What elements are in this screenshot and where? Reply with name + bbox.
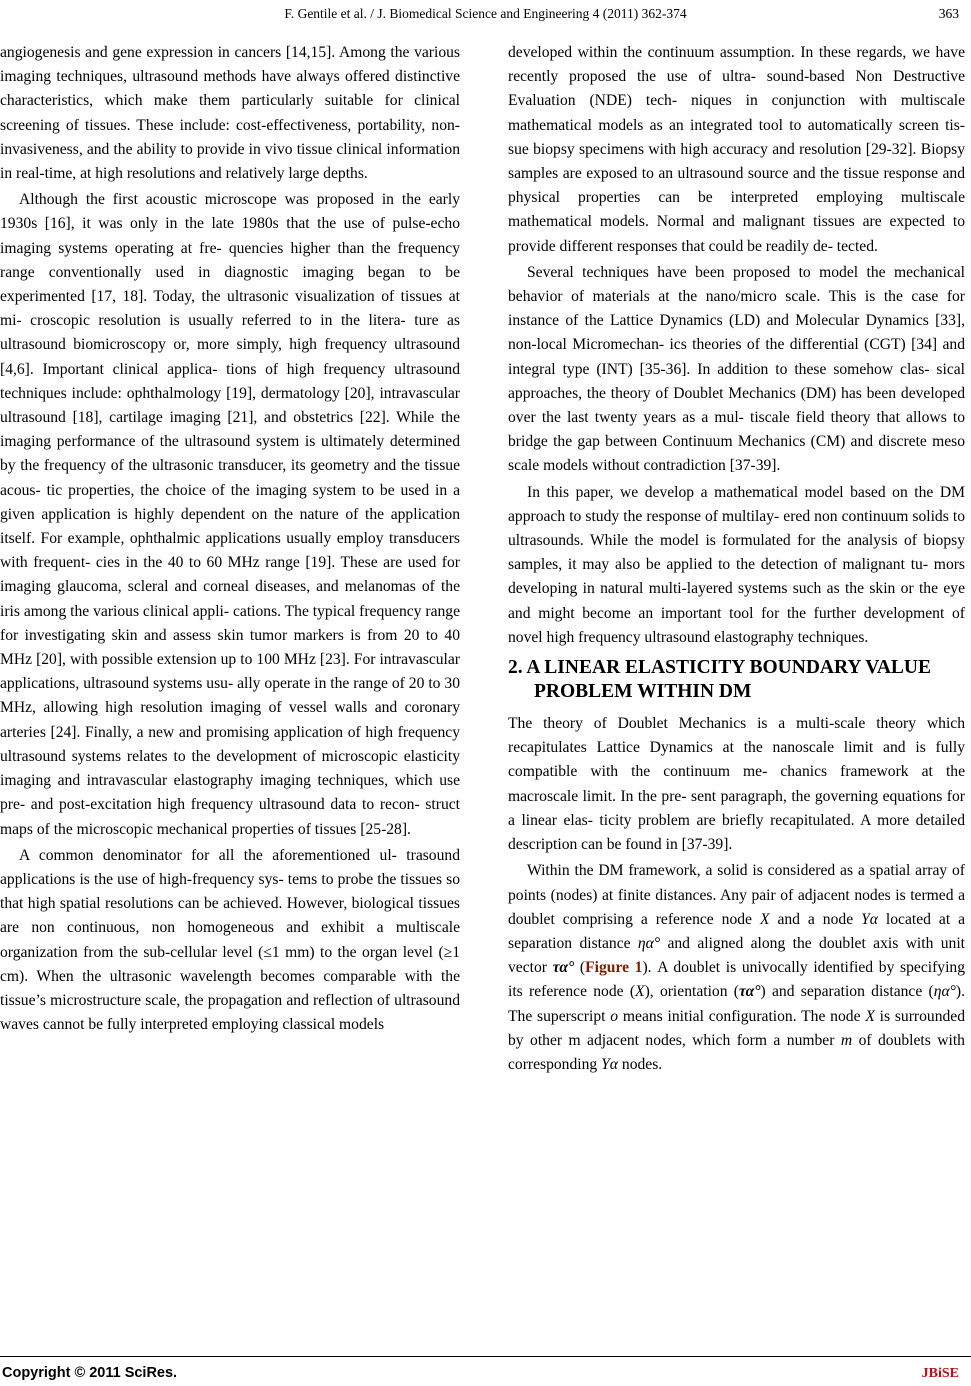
symbol-X: X (865, 1007, 875, 1025)
text-run: means initial configuration. The node (622, 1007, 861, 1025)
text-run: nodes. (621, 1055, 663, 1073)
text-run: and aligned along the doublet axis with unit vector (508, 934, 965, 977)
section-heading: 2. A LINEAR ELASTICITY BOUNDARY VALUE PROBLEM WITHIN DM (508, 657, 932, 703)
left-column (0, 41, 460, 1039)
text-run: ). A doublet is univocally identified by specifying its reference node ( (508, 959, 965, 1001)
paragraph: The theory of Doublet Mechanics is a multi-scale theory which recapitulates Lattice Dynamics at the nanoscale limit and is fully compatible with the continuum me- chanics framework at the macroscale limit. In the pre- sent paragraph, the governing equations for a linear elas- ticity problem are briefly recapitulated. A more detailed description can be found in [37-39]. (508, 715, 965, 854)
paragraph: A common denominator for all the aforementioned ul- trasound applications is the use of high-frequency sys- tems to probe the tissues so that high spatial resolutions can be achieved. However, biological tissues are non continuous, non homogeneous and exhibit a multiscale organization from the sub-cellular level (≤1 mm) to the organ level (≥1 cm). When the ultrasonic wavelength becomes comparable with the tissue’s microstructure scale, the propagation and reflection of ultrasound waves cannot be fully interpreted employing classical models (0, 846, 460, 1034)
text-run: Within the DM framework, a solid is considered as a spatial array of points (nodes) at finite distances. Any pair of adjacent nodes is termed a doublet comprising a reference node (508, 862, 965, 928)
paragraph: angiogenesis and gene expression in cancers [14,15]. Among the various imaging techniques, ultrasound methods have always offered distinctive characteristics, which make them particularly suitable for clinical screening of tissues. These include: cost-effectiveness, portability, non-invasiveness, and the ability to provide in vivo tissue clinical information in real-time, at high resolutions and relatively large depths. (0, 44, 460, 183)
page-header (0, 0, 971, 28)
symbol-X: X (635, 983, 645, 1001)
symbol-Y-alpha: Yα (861, 910, 878, 928)
running-title: F. Gentile et al. / J. Biomedical Science and Engineering 4 (2011) 362-374 (284, 6, 687, 21)
right-column (508, 41, 965, 1079)
paragraph (508, 859, 965, 1077)
text-run: and a node (777, 910, 854, 928)
text-run: ), orientation ( (644, 983, 739, 1001)
text-run: ( (579, 959, 586, 977)
copyright-notice: Copyright © 2011 SciRes. (2, 1365, 178, 1381)
symbol-eta: ηα° (637, 934, 661, 952)
symbol-X: X (759, 910, 770, 928)
symbol-Y-alpha: Yα (601, 1055, 618, 1073)
text-run: of doublets with corresponding (508, 1031, 965, 1073)
symbol-tau: τα° (738, 983, 761, 1001)
symbol-eta: ηα° (933, 983, 956, 1001)
paragraph: developed within the continuum assumption. In these regards, we have recently proposed the use of ultra- sound-based Non Destructive Evaluation (NDE) tech- niques in conjunction with multiscale mathematical models as an integrated tool to automatically screen tis- sue biopsy specimens with high accuracy and resolution [29-32]. Biopsy samples are exposed to an ultrasound source and the tissue response and physical properties can be interpreted employing multiscale mathematical models. Normal and malignant tissues are expected to provide different responses that could be readily de- tected. (508, 44, 965, 255)
figure-1-link[interactable]: Figure 1 (585, 959, 643, 977)
text-run: ). The superscript (508, 983, 965, 1025)
text-run: located at a separation distance (508, 910, 966, 952)
paragraph: Several techniques have been proposed to model the mechanical behavior of materials at the nano/micro scale. This is the case for instance of the Lattice Dynamics (LD) and Molecular Dynamics [33], non-local Micromechan- ics theories of the differential (CGT) [34] and integral type (INT) [35-36]. In addition to these somehow clas- sical approaches, the theory of Doublet Mechanics (DM) has been developed over the last twenty years as a mul- tiscale field theory that allows to bridge the gap between Continuum Mechanics (CM) and discrete meso scale models without contradiction [37-39]. (508, 263, 965, 475)
journal-abbrev: JBiSE (921, 1366, 959, 1381)
footer-divider (0, 1356, 971, 1357)
symbol-m: m (840, 1031, 853, 1049)
symbol-tau: τα° (552, 959, 575, 977)
paragraph: Although the first acoustic microscope was proposed in the early 1930s [16], it was only in the late 1980s that the use of pulse-echo imaging systems operating at fre- quencies higher than the frequency range conventionally used in diagnostic imaging began to be experimented [17, 18]. Today, the ultrasonic visualization of tissues at mi- croscopic resolution is usually referred to in the litera- ture as ultrasound biomicroscopy or, more simply, high frequency ultrasound [4,6]. Important clinical applica- tions of high frequency ultrasound techniques include: ophthalmology [19], dermatology [20], intravascular ultrasound [18], cartilage imaging [21], and obstetrics [22]. While the imaging performance of the ultrasound system is ultimately determined by the frequency of the ultrasonic transducer, its geometry and the tissue acous- tic properties, the choice of the imaging system to be used in a given application is highly dependent on the nature of the application itself. For example, ophthalmic applications usually employ transducers with frequent- cies in the 40 to 60 MHz range [19]. These are used for imaging glaucoma, scleral and corneal diseases, and melanomas of the iris among the various clinical appli- cations. The typical frequency range for investigating skin and assess skin tumor markers is from 20 to 40 MHz [20], with possible extension up to 100 MHz [23]. For intravascular applications, ultrasound systems usu- ally operate in the range of 20 to 30 MHz, allowing high resolution imaging of vessel walls and coronary arteries [24]. Finally, a new and promising application of high frequency ultrasound systems relates to the development of microscopic elasticity imaging and intravascular elastography imaging techniques, which use pre- and post-excitation high frequency ultrasound data to recon- struct maps of the microscopic mechanical properties of tissues [25-28]. (0, 191, 461, 838)
text-run: ) and separation distance ( (760, 983, 934, 1001)
text-run: is surrounded by other m adjacent nodes, which form a number (508, 1007, 966, 1049)
page-number: 363 (938, 6, 959, 21)
symbol-o: o (610, 1007, 619, 1025)
paragraph: In this paper, we develop a mathematical model based on the DM approach to study the response of multilay- ered non continuum solids to ultrasounds. While the model is formulated for the analysis of biopsy samples, it may also be applied to the detection of malignant tu- mors developing in natural multi-layered systems such as the skin or the eye and might become an important tool for the further development of novel high frequency ultrasound elastography techniques. (508, 483, 965, 646)
